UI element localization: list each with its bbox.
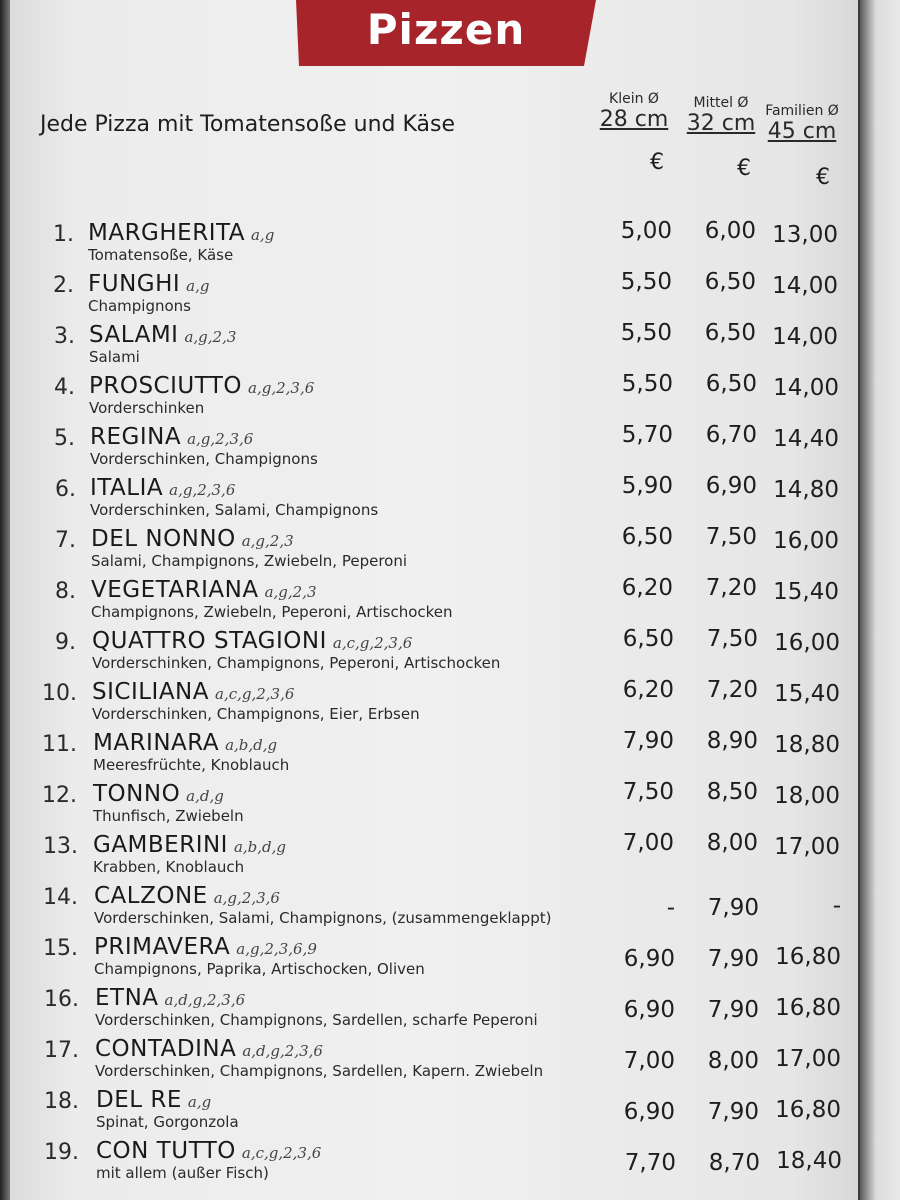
price-mittel: 7,90: [707, 946, 759, 972]
price-mittel: 7,90: [707, 1099, 759, 1125]
price-mittel: 6,70: [705, 422, 757, 448]
price-familien: 17,00: [775, 1046, 841, 1072]
pizza-number: 5.: [54, 426, 75, 451]
price-klein: 5,50: [620, 269, 672, 295]
pizza-name-line: [89, 322, 236, 348]
pizza-name-line: [91, 526, 294, 552]
pizza-description: Vorderschinken, Champignons: [90, 450, 318, 468]
pizza-description: Vorderschinken, Champignons, Sardellen, scharfe Peperoni: [95, 1011, 538, 1029]
pizza-description: Meeresfrüchte, Knoblauch: [93, 756, 290, 774]
pizza-name: QUATTRO STAGIONI: [92, 628, 327, 654]
price-mittel: 8,00: [706, 830, 758, 856]
column-size-name: Familien Ø: [765, 103, 839, 119]
pizza-name-line: [88, 220, 274, 246]
pizza-name-line: [95, 985, 245, 1011]
price-mittel: 7,90: [707, 895, 759, 921]
pizza-allergens: a,g,2,3,6: [169, 481, 236, 499]
price-klein: 6,20: [622, 677, 674, 703]
pizza-name-line: [94, 934, 317, 960]
price-familien: 16,80: [775, 995, 841, 1021]
pizza-name: ETNA: [95, 985, 159, 1011]
currency-symbol: €: [650, 150, 664, 175]
price-klein: 6,50: [622, 626, 674, 652]
pizza-number: 6.: [55, 477, 76, 502]
price-familien: 16,00: [774, 630, 840, 656]
pizza-name: CON TUTTO: [96, 1138, 236, 1164]
pizza-allergens: a,c,g,2,3,6: [215, 685, 295, 703]
price-klein: 5,00: [620, 218, 672, 244]
column-size-diameter: 28 cm: [599, 107, 669, 132]
pizza-number: 14.: [43, 885, 78, 910]
pizza-description: Spinat, Gorgonzola: [96, 1113, 239, 1131]
price-familien: 18,80: [774, 732, 840, 758]
pizza-number: 7.: [55, 528, 76, 553]
price-mittel: 6,50: [705, 371, 757, 397]
price-klein: 6,50: [621, 524, 673, 550]
pizza-number: 10.: [42, 681, 77, 706]
price-familien: 14,00: [773, 375, 839, 401]
price-mittel: 8,50: [706, 779, 758, 805]
price-mittel: 8,00: [707, 1048, 759, 1074]
currency-symbol: €: [816, 165, 830, 190]
pizza-item: [0, 626, 860, 676]
price-familien: 14,00: [772, 273, 838, 299]
price-mittel: 7,50: [706, 626, 758, 652]
pizza-item: [0, 881, 860, 931]
pizza-number: 1.: [53, 222, 74, 247]
price-klein: 7,90: [622, 728, 674, 754]
pizza-name: SALAMI: [89, 322, 179, 348]
pizza-number: 12.: [42, 783, 77, 808]
pizza-allergens: a,g,2,3: [241, 532, 294, 550]
pizza-name: MARGHERITA: [88, 220, 245, 246]
pizza-allergens: a,b,d,g: [233, 838, 287, 856]
pizza-number: 3.: [54, 324, 75, 349]
pizza-allergens: a,g,2,3,6: [248, 379, 315, 397]
pizza-item: [0, 218, 860, 268]
page-title: Pizzen: [366, 5, 526, 54]
price-klein: 6,90: [623, 946, 675, 972]
price-familien: -: [832, 893, 841, 919]
pizza-item: [0, 575, 860, 625]
pizza-number: 18.: [44, 1089, 79, 1114]
pizza-description: Champignons: [88, 297, 192, 315]
pizza-item: [0, 779, 860, 829]
price-klein: 7,70: [624, 1150, 676, 1176]
price-familien: 15,40: [774, 681, 840, 707]
price-klein: 6,90: [623, 1099, 675, 1125]
column-size-diameter: 45 cm: [767, 119, 837, 144]
pizza-name: PRIMAVERA: [94, 934, 231, 960]
price-mittel: 6,50: [704, 269, 756, 295]
pizza-number: 15.: [43, 936, 78, 961]
pizza-description: Tomatensoße, Käse: [88, 246, 234, 264]
price-familien: 17,00: [774, 834, 840, 860]
price-klein: 6,20: [621, 575, 673, 601]
pizza-name: FUNGHI: [88, 271, 181, 297]
pizza-description: Vorderschinken, Salami, Champignons, (zusammengeklappt): [94, 909, 552, 927]
pizza-item: [0, 728, 860, 778]
pizza-description: Salami, Champignons, Zwiebeln, Peperoni: [91, 552, 408, 570]
pizza-allergens: a,g,2,3,6,9: [236, 940, 317, 958]
pizza-name: MARINARA: [93, 730, 220, 756]
pizza-allergens: a,g,2,3: [264, 583, 317, 601]
pizza-number: 13.: [43, 834, 78, 859]
pizza-name: TONNO: [93, 781, 181, 807]
price-familien: 18,40: [776, 1148, 842, 1174]
pizza-allergens: a,d,g,2,3,6: [164, 991, 246, 1009]
pizza-number: 16.: [44, 987, 79, 1012]
pizza-item: [0, 320, 860, 370]
pizza-name-line: [90, 475, 235, 501]
pizza-name-line: [96, 1138, 321, 1164]
price-familien: 14,00: [772, 324, 838, 350]
pizza-name-line: [89, 373, 314, 399]
pizza-allergens: a,g: [250, 226, 275, 244]
pizza-name: SICILIANA: [92, 679, 209, 705]
pizza-description: Champignons, Paprika, Artischocken, Oliven: [94, 960, 425, 978]
pizza-number: 9.: [55, 630, 76, 655]
pizza-name: ITALIA: [90, 475, 164, 501]
price-mittel: 8,90: [706, 728, 758, 754]
pizza-description: Krabben, Knoblauch: [93, 858, 245, 876]
price-familien: 14,40: [773, 426, 839, 452]
pizza-name-line: [96, 1087, 211, 1113]
pizza-name-line: [93, 730, 277, 756]
pizza-description: Vorderschinken: [89, 399, 205, 417]
pizza-item: [0, 1034, 860, 1084]
currency-symbol: €: [737, 156, 751, 181]
pizza-allergens: a,c,g,2,3,6: [332, 634, 413, 652]
price-familien: 18,00: [774, 783, 840, 809]
price-familien: 13,00: [772, 222, 838, 248]
pizza-allergens: a,g: [186, 277, 210, 295]
pizza-number: 17.: [44, 1038, 79, 1063]
pizza-name: PROSCIUTTO: [89, 373, 243, 399]
pizza-item: [0, 524, 860, 574]
pizza-name-line: [92, 679, 294, 705]
price-mittel: 6,50: [704, 320, 756, 346]
pizza-description: Vorderschinken, Salami, Champignons: [90, 501, 379, 519]
pizza-description: Salami: [89, 348, 140, 366]
price-mittel: 7,50: [705, 524, 757, 550]
price-klein: 5,70: [621, 422, 673, 448]
pizza-number: 4.: [54, 375, 75, 400]
column-size-name: Klein Ø: [609, 91, 659, 107]
pizza-number: 19.: [44, 1140, 79, 1165]
column-header-mittel: [682, 92, 760, 136]
price-mittel: 7,90: [707, 997, 759, 1023]
pizza-item: [0, 1136, 860, 1186]
pizza-name-line: [95, 1036, 323, 1062]
price-mittel: 8,70: [708, 1150, 760, 1176]
price-klein: 5,50: [620, 320, 672, 346]
pizza-name: DEL NONNO: [91, 526, 236, 552]
column-header-klein: [594, 88, 674, 132]
price-familien: 15,40: [773, 579, 839, 605]
pizza-item: [0, 422, 860, 472]
column-size-diameter: 32 cm: [686, 111, 756, 136]
price-klein: 6,90: [623, 997, 675, 1023]
pizza-item: [0, 473, 860, 523]
pizza-name-line: [90, 424, 253, 450]
pizza-description: Vorderschinken, Champignons, Sardellen, Kapern. Zwiebeln: [95, 1062, 544, 1080]
pizza-name-line: [93, 832, 286, 858]
pizza-item: [0, 269, 860, 319]
pizza-name-line: [94, 883, 280, 909]
pizza-name-line: [88, 271, 210, 297]
price-klein: -: [666, 895, 675, 921]
price-mittel: 7,20: [705, 575, 757, 601]
price-familien: 16,80: [775, 944, 841, 970]
price-klein: 7,00: [623, 1048, 675, 1074]
pizza-description: mit allem (außer Fisch): [96, 1164, 269, 1182]
pizza-allergens: a,g,2,3,6: [187, 430, 254, 448]
pizza-name: REGINA: [90, 424, 182, 450]
menu-subtitle: Jede Pizza mit Tomatensoße und Käse: [40, 112, 455, 137]
price-familien: 16,80: [775, 1097, 841, 1123]
pizza-allergens: a,d,g,2,3,6: [242, 1042, 323, 1060]
pizza-description: Vorderschinken, Champignons, Eier, Erbsen: [92, 705, 420, 723]
price-mittel: 6,00: [704, 218, 756, 244]
pizza-allergens: a,b,d,g: [225, 736, 278, 754]
pizza-description: Champignons, Zwiebeln, Peperoni, Artischocken: [91, 603, 453, 621]
pizza-name: CONTADINA: [95, 1036, 237, 1062]
price-klein: 7,00: [622, 830, 674, 856]
pizza-allergens: a,d,g: [186, 787, 224, 805]
pizza-name: VEGETARIANA: [91, 577, 259, 603]
pizza-description: Thunfisch, Zwiebeln: [93, 807, 244, 825]
column-size-name: Mittel Ø: [693, 95, 749, 111]
pizza-description: Vorderschinken, Champignons, Peperoni, Artischocken: [92, 654, 501, 672]
pizza-name: DEL RE: [96, 1087, 182, 1113]
pizza-item: [0, 830, 860, 880]
pizza-number: 2.: [53, 273, 74, 298]
price-klein: 5,50: [621, 371, 673, 397]
pizza-name-line: [93, 781, 224, 807]
pizza-allergens: a,g,2,3: [184, 328, 237, 346]
pizza-number: 11.: [42, 732, 77, 757]
pizza-number: 8.: [55, 579, 76, 604]
pizza-name: GAMBERINI: [93, 832, 228, 858]
column-header-familien: [760, 100, 844, 144]
pizza-allergens: a,g: [187, 1093, 212, 1111]
pizza-item: [0, 1085, 860, 1135]
price-klein: 7,50: [622, 779, 674, 805]
price-familien: 14,80: [773, 477, 839, 503]
price-klein: 5,90: [621, 473, 673, 499]
pizza-name-line: [92, 628, 412, 654]
pizza-name: CALZONE: [94, 883, 208, 909]
price-mittel: 7,20: [706, 677, 758, 703]
pizza-name-line: [91, 577, 317, 603]
pizza-item: [0, 371, 860, 421]
next-page-edge: [860, 0, 900, 1200]
pizza-item: [0, 677, 860, 727]
pizza-allergens: a,g,2,3,6: [213, 889, 280, 907]
price-familien: 16,00: [773, 528, 839, 554]
pizza-item: [0, 983, 860, 1033]
pizza-allergens: a,c,g,2,3,6: [241, 1144, 322, 1162]
price-mittel: 6,90: [705, 473, 757, 499]
pizza-item: [0, 932, 860, 982]
